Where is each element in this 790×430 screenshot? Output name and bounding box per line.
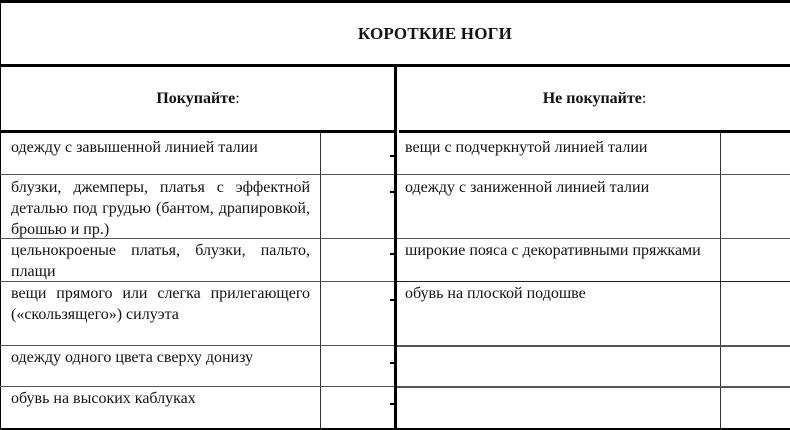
buy-item: одежду с завышенной линией талии [11, 139, 258, 156]
buy-item: обувь на высоких каблуках [11, 390, 196, 407]
row-divider [397, 174, 790, 175]
tick-mark [390, 299, 394, 301]
tick-mark [390, 191, 394, 193]
buy-item: цельнокроеные платья, блузки, пальто, плащи [11, 242, 310, 280]
buy-item: одежду одного цвета сверху донизу [11, 349, 254, 366]
row-divider [397, 386, 790, 388]
header-buy-label: Покупайте [156, 89, 236, 107]
tick-mark [390, 362, 394, 364]
row-divider [0, 386, 394, 387]
tick-mark [390, 253, 394, 255]
row-divider [397, 345, 790, 347]
table-title: КОРОТКИЕ НОГИ [357, 23, 513, 43]
buy-item: блузки, джемперы, платья с эффектной деталью под грудью (бантом, драпировкой, брошью и пр.) [11, 179, 310, 238]
row-divider [0, 174, 394, 175]
row-divider [397, 281, 790, 282]
tick-mark [390, 155, 394, 157]
header-dont-buy: Не покупайте : [399, 67, 790, 133]
header-dont-buy-label: Не покупайте [542, 89, 642, 107]
row-divider [0, 345, 394, 346]
tick-mark [390, 403, 394, 405]
buy-item: вещи прямого или слегка прилегающего («скользящего») силуэта [11, 285, 310, 323]
dont-buy-item: обувь на плоской подошве [405, 285, 586, 302]
header-buy: Покупайте : [0, 67, 396, 133]
row-divider [397, 238, 790, 239]
title-row [0, 0, 790, 67]
dont-buy-item: одежду с заниженной линией талии [405, 179, 650, 196]
dont-buy-item: вещи с подчеркнутой линией талии [405, 139, 648, 156]
dont-buy-item: широкие пояса с декоративными пряжками [405, 242, 701, 259]
